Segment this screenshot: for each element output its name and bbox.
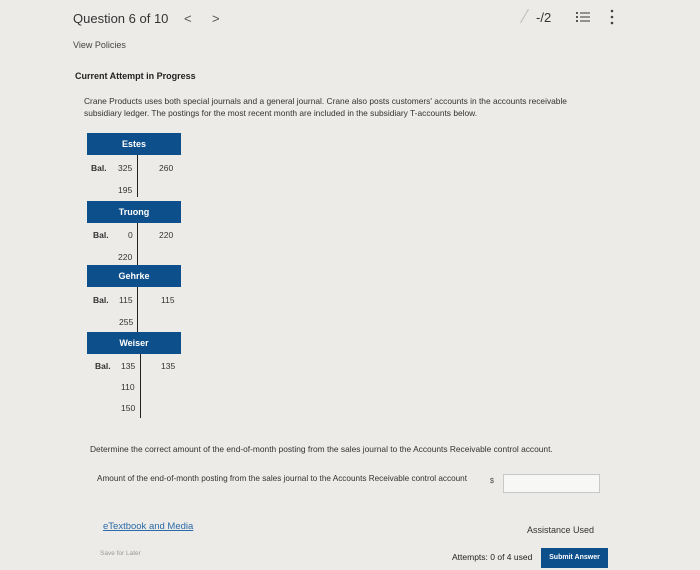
score-display: -/2 (536, 10, 552, 25)
amount-field-label: Amount of the end-of-month posting from the sales journal to the Accounts Receivable control account (97, 474, 468, 483)
debit-entry: 325 (118, 163, 133, 173)
taccount-divider (140, 354, 141, 418)
credit-entry: 115 (161, 295, 175, 305)
balance-label: Bal. (93, 230, 109, 240)
currency-symbol: $ (490, 478, 494, 485)
problem-text: Crane Products uses both special journals and a general journal. Crane also posts customers' accounts in the accounts receivable subsidiary ledger. The postings for the most recent month are included in the subsidiary T-accounts below. (84, 96, 567, 118)
taccount-title: Gehrke (87, 265, 181, 287)
taccount-gehrke (87, 265, 181, 332)
debit-entry: 195 (118, 185, 133, 195)
taccount-estes (87, 133, 181, 197)
taccount-title: Truong (87, 201, 181, 223)
debit-entry: 0 (128, 230, 133, 240)
taccount-title: Weiser (87, 332, 181, 354)
balance-label: Bal. (91, 163, 107, 173)
save-for-later-button[interactable]: Save for Later (100, 550, 141, 557)
debit-entry: 150 (121, 403, 136, 413)
balance-label: Bal. (95, 361, 111, 371)
credit-entry: 220 (159, 230, 174, 240)
more-options-icon[interactable] (609, 9, 615, 25)
attempts-counter: Attempts: 0 of 4 used (452, 552, 533, 562)
credit-entry: 135 (161, 361, 176, 371)
debit-entry: 115 (119, 295, 133, 305)
credit-entry: 260 (159, 163, 174, 173)
next-question-button[interactable]: > (212, 11, 220, 26)
debit-entry: 110 (121, 382, 135, 392)
taccount-divider (137, 287, 138, 332)
taccount-truong (87, 201, 181, 266)
attempt-status: Current Attempt in Progress (75, 71, 196, 81)
question-list-icon[interactable] (576, 11, 590, 23)
debit-entry: 135 (121, 361, 136, 371)
taccount-title: Estes (87, 133, 181, 155)
score-divider (520, 9, 529, 23)
taccount-divider (137, 155, 138, 197)
top-bar (0, 0, 700, 36)
debit-entry: 220 (118, 252, 133, 262)
prev-question-button[interactable]: < (184, 11, 192, 26)
question-counter: Question 6 of 10 (73, 11, 169, 26)
question-prompt: Determine the correct amount of the end-of-month posting from the sales journal to the Accounts Receivable control account. (90, 444, 553, 454)
taccount-weiser (87, 332, 181, 418)
balance-label: Bal. (93, 295, 109, 305)
taccount-divider (137, 223, 138, 266)
submit-answer-button[interactable]: Submit Answer (541, 548, 608, 568)
amount-input[interactable] (503, 474, 600, 493)
etextbook-link[interactable]: eTextbook and Media (103, 521, 194, 532)
assistance-used-label: Assistance Used (527, 525, 595, 535)
view-policies-link[interactable]: View Policies (73, 40, 126, 50)
debit-entry: 255 (119, 317, 134, 327)
